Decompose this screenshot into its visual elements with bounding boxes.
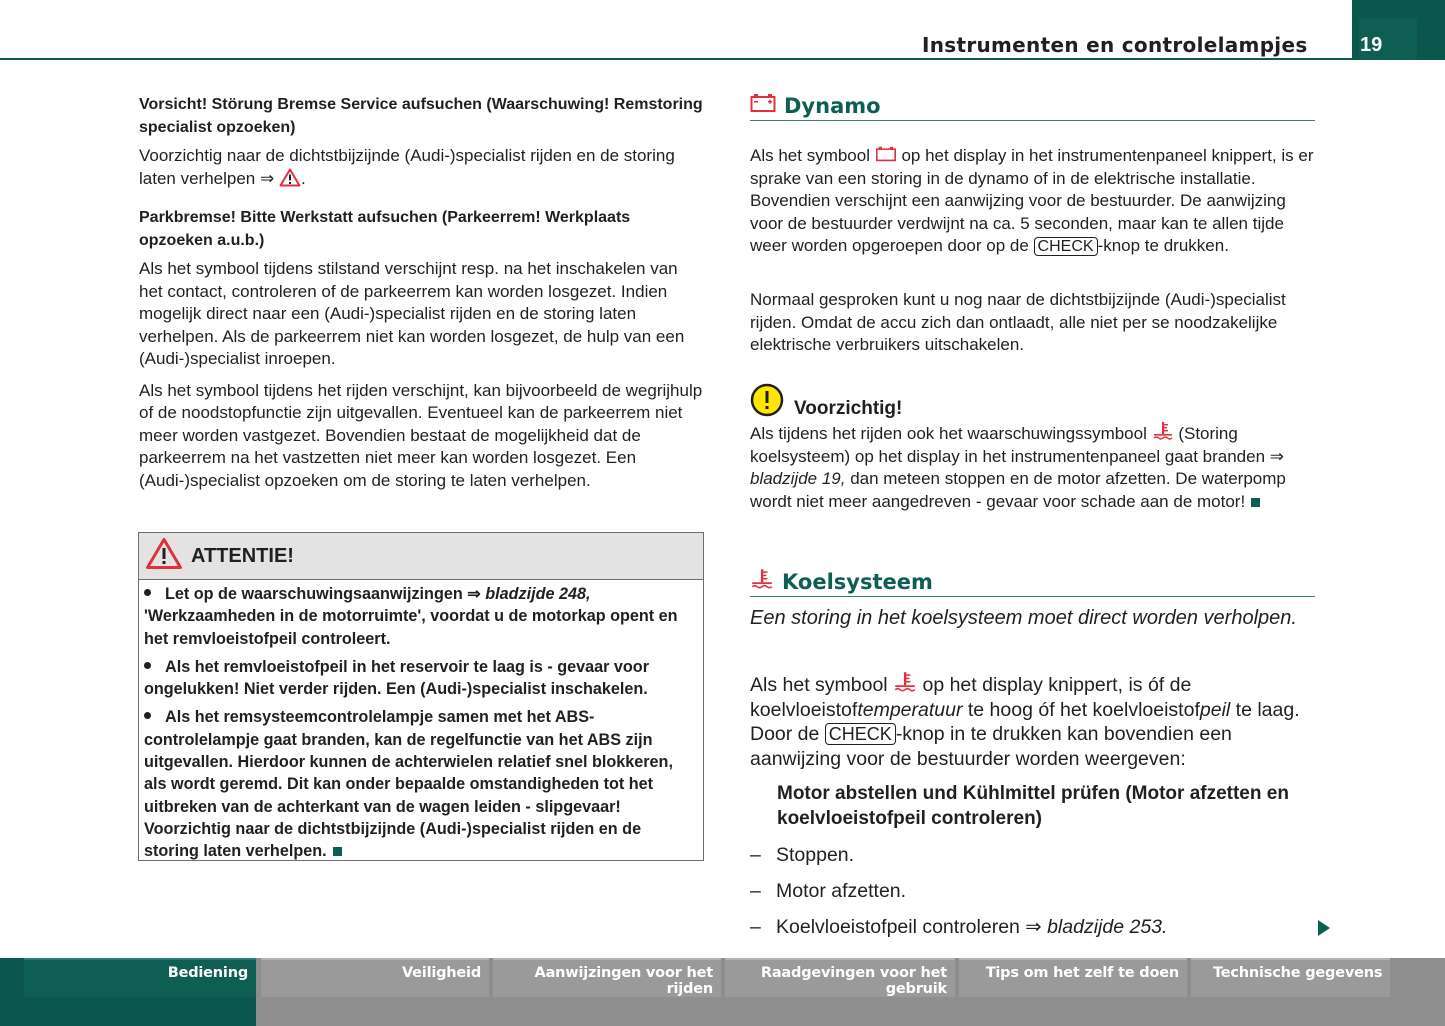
coolant-icon	[893, 674, 917, 696]
warning-triangle-icon	[145, 537, 183, 575]
step-item: – Motor afzetten.	[750, 880, 907, 902]
warning-triangle-icon[interactable]	[279, 168, 301, 194]
bullet-icon	[144, 712, 151, 719]
koelsysteem-title: Koelsysteem	[782, 569, 933, 594]
nav-tab-bediening[interactable]: Bediening	[0, 958, 256, 1026]
chapter-title: Instrumenten en controlelampjes	[922, 33, 1308, 57]
left-column	[139, 94, 705, 492]
battery-icon	[750, 93, 776, 118]
koelsysteem-paragraph: Als het symbool op het display knippert, is óf de koelvloeistoftemperatuur te hoog óf het koelvloeistofpeil te laag. Door de CHECK -knop in te drukken kan bovendien een aanwijzing voor de bestuurder worden weergeven:	[750, 674, 1300, 770]
battery-icon	[875, 146, 897, 165]
dynamo-paragraph-2: Normaal gesproken kunt u nog naar de dichtstbijzijnde (Audi-)specialist rijden. Omdat de accu zich dan ontlaadt, alle niet per se noodzakelijke elektrische verbruikers uitschakelen.	[750, 290, 1286, 354]
caution-exclamation-icon	[750, 383, 784, 422]
nav-tab-veiligheid[interactable]: Veiligheid	[261, 958, 489, 1026]
parking-brake-text-1: Als het symbool tijdens stilstand verschijnt resp. na het inschakelen van het contact, controleren of de parkeerrem kan worden losgezet. Indien mogelijk direct naar een (Audi-)specialist rijden en de storing laten verhelpen. Als de parkeerrem niet kan worden losgezet, de hulp van een (Audi-)specialist inroepen.	[139, 259, 685, 368]
attention-item: Let op de waarschuwingsaanwijzingen ⇒ bladzijde 248, 'Werkzaamheden in de motorruimte', voordat u de motorkap opent en het remvloeistofpeil controleert.	[144, 585, 678, 648]
parking-brake-text-2: Als het symbool tijdens het rijden verschijnt, kan bijvoorbeeld de wegrijhulp of de noodstopfunctie zijn uitgevallen. Eventueel kan de parkeerrem niet meer worden vastgezet. Bovendien bestaat de mogelijkheid dat de parkeerrem na het vastzetten niet meer kan worden losgezet. Een (Audi-)specialist opzoeken om de storing te laten verhelpen.	[139, 380, 703, 490]
nav-tab-tips-zelf-doen[interactable]: Tips om het zelf te doen	[959, 958, 1187, 1026]
attention-item: Als het remvloeistofpeil in het reservoir te laag is - gevaar voor ongelukken! Niet verder rijden. Een (Audi-)specialist inschakelen.	[144, 657, 649, 699]
bullet-icon	[144, 662, 151, 669]
driver-message: Motor abstellen und Kühlmittel prüfen (Motor afzetten en koelvloeistofpeil controleren)	[777, 783, 1289, 829]
caution-text: Als tijdens het rijden ook het waarschuwingssymbool (Storing koelsysteem) op het display in het instrumentenpaneel gaat branden ⇒ bladzijde 19, dan meteen stoppen en de motor afzetten. De waterpomp wordt niet meer aangedreven - gevaar voor schade aan de motor!	[750, 424, 1286, 511]
brake-service-heading: Vorsicht! Störung Bremse Service aufsuchen (Waarschuwing! Remstoring specialist opzoeken)	[139, 96, 703, 136]
coolant-icon	[1152, 424, 1174, 443]
parking-brake-heading: Parkbremse! Bitte Werkstatt aufsuchen (Parkeerrem! Werkplaats opzoeken a.u.b.)	[139, 209, 631, 249]
caution-title: Voorzichtig!	[794, 397, 903, 419]
step-item: – Stoppen.	[750, 844, 855, 866]
coolant-icon	[750, 567, 774, 596]
page-number: 19	[1360, 34, 1383, 56]
end-of-section-icon	[1251, 498, 1260, 507]
dynamo-title: Dynamo	[784, 93, 881, 118]
step-item: – Koelvloeistofpeil controleren ⇒ bladzijde 253.	[750, 916, 1168, 938]
nav-tab-technische-gegevens[interactable]: Technische gegevens	[1191, 958, 1445, 1026]
check-key: CHECK	[1034, 237, 1098, 256]
header-rule	[0, 58, 1353, 60]
check-key: CHECK	[825, 723, 896, 745]
koelsysteem-intro: Een storing in het koelsysteem moet direct worden verholpen.	[750, 607, 1297, 629]
attention-item: Als het remsysteemcontrolelampje samen met het ABS-controlelampje gaat branden, kan de regelfunctie van het ABS zijn uitgevallen. Hierdoor kunnen de achterwielen relatief snel blokkeren, als wordt geremd. Dit kan onder bepaalde omstandigheden tot het uitbreken van de achterkant van de wagen leiden - slipgevaar! Voorzichtig naar de dichtstbijzijnde (Audi-)specialist rijden en de storing laten verhelpen.	[144, 708, 673, 861]
koelsysteem-section-header	[750, 567, 1315, 597]
caution-header	[750, 383, 902, 422]
brake-service-text: Voorzichtig naar de dichtstbijzijnde (Audi-)specialist rijden en de storing laten verhelpen ⇒ .	[139, 145, 705, 193]
dynamo-section-header	[750, 91, 1315, 121]
end-of-section-icon	[333, 847, 342, 856]
attention-body	[139, 580, 703, 863]
continue-arrow-icon[interactable]	[1318, 920, 1330, 936]
attention-box	[138, 532, 704, 861]
page-link[interactable]: bladzijde 253.	[1047, 916, 1168, 938]
bullet-icon	[144, 589, 151, 596]
page-link[interactable]: bladzijde 248,	[485, 585, 591, 603]
dynamo-paragraph-1: Als het symbool op het display in het instrumentenpaneel knippert, is er sprake van een storing in de dynamo of in de elektrische installatie. Bovendien verschijnt een aanwijzing voor de bestuurder. De aanwijzing voor de bestuurder verdwijnt na ca. 5 seconden, maar kan te allen tijde weer worden opgeroepen door op de CHECK -knop te drukken.	[750, 146, 1314, 255]
attention-header	[139, 533, 703, 580]
attention-title: ATTENTIE!	[191, 544, 294, 567]
nav-tab-aanwijzingen-rijden[interactable]: Aanwijzingen voor het rijden	[493, 958, 721, 1026]
page-link[interactable]: bladzijde 19,	[750, 469, 846, 488]
nav-tab-raadgevingen-gebruik[interactable]: Raadgevingen voor het gebruik	[725, 958, 955, 1026]
